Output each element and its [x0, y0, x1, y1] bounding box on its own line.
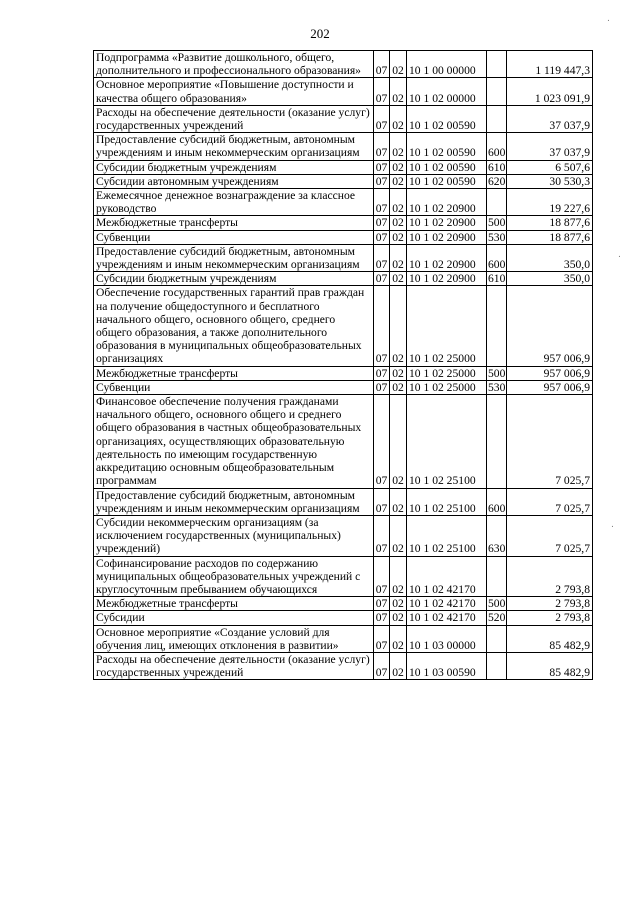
expense-name: Субсидии автономным учреждениям: [94, 174, 374, 188]
amount: 957 006,9: [507, 286, 593, 366]
section-code: 07: [374, 652, 390, 679]
expense-type-code: [487, 51, 507, 78]
target-article-code: 10 1 02 20900: [407, 189, 487, 216]
amount: 957 006,9: [507, 380, 593, 394]
expense-name: Межбюджетные трансферты: [94, 597, 374, 611]
expense-name: Субвенции: [94, 230, 374, 244]
table-row: [94, 515, 593, 556]
table-row: [94, 230, 593, 244]
subsection-code: 02: [390, 133, 407, 160]
subsection-code: 02: [390, 286, 407, 366]
section-code: 07: [374, 395, 390, 488]
table-row: [94, 51, 593, 78]
expense-type-code: 530: [488, 230, 506, 244]
subsection-code: 02: [390, 230, 407, 244]
expense-name: Расходы на обеспечение деятельности (оказание услуг) государственных учреждений: [94, 105, 374, 132]
section-code: 07: [374, 286, 390, 366]
section-code: 07: [374, 174, 390, 188]
target-article-code: 10 1 02 25100: [407, 488, 487, 515]
expense-type-code: [487, 395, 507, 488]
table-row: [94, 133, 593, 160]
target-article-code: 10 1 02 42170: [407, 611, 487, 625]
target-article-code: 10 1 02 20900: [407, 230, 487, 244]
target-article-code: 10 1 02 20900: [407, 216, 487, 230]
target-article-code: 10 1 02 25000: [407, 286, 487, 366]
expense-type-code: 500: [488, 597, 506, 611]
target-article-code: 10 1 02 00000: [407, 78, 487, 105]
table-row: [94, 488, 593, 515]
table-row: [94, 597, 593, 611]
amount: 30 530,3: [507, 174, 593, 188]
section-code: 07: [374, 244, 390, 271]
subsection-code: 02: [390, 272, 407, 286]
table-row: [94, 216, 593, 230]
subsection-code: 02: [390, 78, 407, 105]
expense-type-code: 600: [487, 133, 507, 160]
expense-type-code: 530: [488, 380, 506, 394]
section-code: 07: [374, 272, 390, 286]
amount: 7 025,7: [507, 395, 593, 488]
amount: 85 482,9: [507, 625, 593, 652]
expense-name: Предоставление субсидий бюджетным, автономным учреждениям и иным некоммерческим организациям: [94, 244, 374, 271]
target-article-code: 10 1 02 25100: [407, 515, 487, 556]
section-code: 07: [374, 189, 390, 216]
target-article-code: 10 1 02 20900: [407, 272, 487, 286]
section-code: 07: [374, 625, 390, 652]
subsection-code: 02: [390, 597, 407, 611]
target-article-code: 10 1 02 00590: [407, 133, 487, 160]
section-code: 07: [374, 597, 390, 611]
subsection-code: 02: [390, 244, 407, 271]
target-article-code: 10 1 02 20900: [407, 244, 487, 271]
expense-type-code: 500: [488, 366, 506, 380]
subsection-code: 02: [390, 160, 407, 174]
table-row: [94, 366, 593, 380]
section-code: 07: [374, 51, 390, 78]
table-row: [94, 625, 593, 652]
subsection-code: 02: [390, 652, 407, 679]
subsection-code: 02: [390, 366, 407, 380]
amount: 85 482,9: [507, 652, 593, 679]
table-row: [94, 105, 593, 132]
amount: 7 025,7: [507, 515, 593, 556]
subsection-code: 02: [390, 216, 407, 230]
expense-type-code: 610: [488, 272, 506, 286]
amount: 37 037,9: [507, 133, 593, 160]
subsection-code: 02: [390, 174, 407, 188]
expense-name: Расходы на обеспечение деятельности (оказание услуг) государственных учреждений: [94, 652, 374, 679]
scan-mark: .: [618, 250, 621, 260]
expense-type-code: [487, 625, 507, 652]
subsection-code: 02: [390, 625, 407, 652]
amount: 957 006,9: [507, 366, 593, 380]
expense-name: Ежемесячное денежное вознаграждение за классное руководство: [94, 189, 374, 216]
expense-type-code: 500: [488, 216, 506, 230]
table-row: [94, 160, 593, 174]
amount: 18 877,6: [507, 230, 593, 244]
amount: 350,0: [507, 272, 593, 286]
subsection-code: 02: [390, 380, 407, 394]
amount: 2 793,8: [507, 597, 593, 611]
page-number: 202: [310, 26, 330, 41]
table-row: [94, 395, 593, 488]
amount: 2 793,8: [507, 611, 593, 625]
expense-type-code: [487, 286, 507, 366]
table-row: [94, 244, 593, 271]
target-article-code: 10 1 02 25000: [407, 366, 487, 380]
section-code: 07: [374, 230, 390, 244]
table-row: [94, 380, 593, 394]
expense-name: Обеспечение государственных гарантий прав граждан на получение общедоступного и бесплатного начального общего, основного общего, среднего общего образования, а также дополнительного образования в муниципальных общеобразовательных организациях: [94, 286, 374, 366]
section-code: 07: [374, 556, 390, 597]
expense-type-code: 520: [488, 611, 506, 625]
target-article-code: 10 1 03 00590: [407, 652, 487, 679]
expense-name: Софинансирование расходов по содержанию муниципальных общеобразовательных учреждений с круглосуточным пребыванием обучающихся: [94, 556, 374, 597]
subsection-code: 02: [390, 189, 407, 216]
budget-table-body: [94, 51, 593, 680]
expense-name: Основное мероприятие «Создание условий для обучения лиц, имеющих отклонения в развитии»: [94, 625, 374, 652]
subsection-code: 02: [390, 51, 407, 78]
table-row: [94, 78, 593, 105]
table-row: [94, 174, 593, 188]
target-article-code: 10 1 02 00590: [407, 105, 487, 132]
table-row: [94, 272, 593, 286]
section-code: 07: [374, 133, 390, 160]
expense-name: Субсидии: [94, 611, 374, 625]
expense-type-code: 610: [488, 160, 506, 174]
target-article-code: 10 1 02 00590: [407, 174, 487, 188]
section-code: 07: [374, 105, 390, 132]
amount: 37 037,9: [507, 105, 593, 132]
section-code: 07: [374, 366, 390, 380]
table-row: [94, 189, 593, 216]
amount: 1 023 091,9: [507, 78, 593, 105]
section-code: 07: [374, 160, 390, 174]
target-article-code: 10 1 02 42170: [407, 556, 487, 597]
expense-name: Основное мероприятие «Повышение доступности и качества общего образования»: [94, 78, 374, 105]
section-code: 07: [374, 488, 390, 515]
scan-mark: .: [611, 520, 614, 530]
amount: 350,0: [507, 244, 593, 271]
expense-type-code: 600: [487, 244, 507, 271]
subsection-code: 02: [390, 395, 407, 488]
expense-name: Межбюджетные трансферты: [94, 366, 374, 380]
amount: 7 025,7: [507, 488, 593, 515]
table-row: [94, 652, 593, 679]
expense-type-code: [487, 556, 507, 597]
table-row: [94, 556, 593, 597]
subsection-code: 02: [390, 105, 407, 132]
table-row: [94, 611, 593, 625]
subsection-code: 02: [390, 515, 407, 556]
amount: 1 119 447,3: [507, 51, 593, 78]
target-article-code: 10 1 02 42170: [407, 597, 487, 611]
expense-name: Подпрограмма «Развитие дошкольного, общего, дополнительного и профессионального образования»: [94, 51, 374, 78]
amount: 19 227,6: [507, 189, 593, 216]
section-code: 07: [374, 380, 390, 394]
section-code: 07: [374, 515, 390, 556]
amount: 2 793,8: [507, 556, 593, 597]
section-code: 07: [374, 216, 390, 230]
subsection-code: 02: [390, 611, 407, 625]
expense-type-code: [487, 189, 507, 216]
scan-mark: .: [607, 14, 610, 24]
expense-name: Финансовое обеспечение получения гражданами начального общего, основного общего и среднего общего образования в частных общеобразовательных организациях, осуществляющих образовательную деятельность по имеющим государственную аккредитацию основным общеобразовательным программам: [94, 395, 374, 488]
budget-table: [93, 50, 593, 680]
amount: 18 877,6: [507, 216, 593, 230]
expense-type-code: 620: [488, 174, 506, 188]
expense-type-code: 630: [487, 515, 507, 556]
target-article-code: 10 1 00 00000: [407, 51, 487, 78]
section-code: 07: [374, 78, 390, 105]
expense-type-code: [487, 652, 507, 679]
expense-name: Субсидии некоммерческим организациям (за исключением государственных (муниципальных) учреждений): [94, 515, 374, 556]
target-article-code: 10 1 02 25100: [407, 395, 487, 488]
expense-name: Предоставление субсидий бюджетным, автономным учреждениям и иным некоммерческим организациям: [94, 488, 374, 515]
expense-type-code: [487, 105, 507, 132]
expense-name: Субсидии бюджетным учреждениям: [94, 272, 374, 286]
expense-name: Субвенции: [94, 380, 374, 394]
expense-name: Субсидии бюджетным учреждениям: [94, 160, 374, 174]
target-article-code: 10 1 02 00590: [407, 160, 487, 174]
target-article-code: 10 1 02 25000: [407, 380, 487, 394]
expense-name: Предоставление субсидий бюджетным, автономным учреждениям и иным некоммерческим организациям: [94, 133, 374, 160]
table-row: [94, 286, 593, 366]
subsection-code: 02: [390, 556, 407, 597]
amount: 6 507,6: [507, 160, 593, 174]
section-code: 07: [374, 611, 390, 625]
target-article-code: 10 1 03 00000: [407, 625, 487, 652]
expense-name: Межбюджетные трансферты: [94, 216, 374, 230]
subsection-code: 02: [390, 488, 407, 515]
expense-type-code: 600: [487, 488, 507, 515]
expense-type-code: [487, 78, 507, 105]
